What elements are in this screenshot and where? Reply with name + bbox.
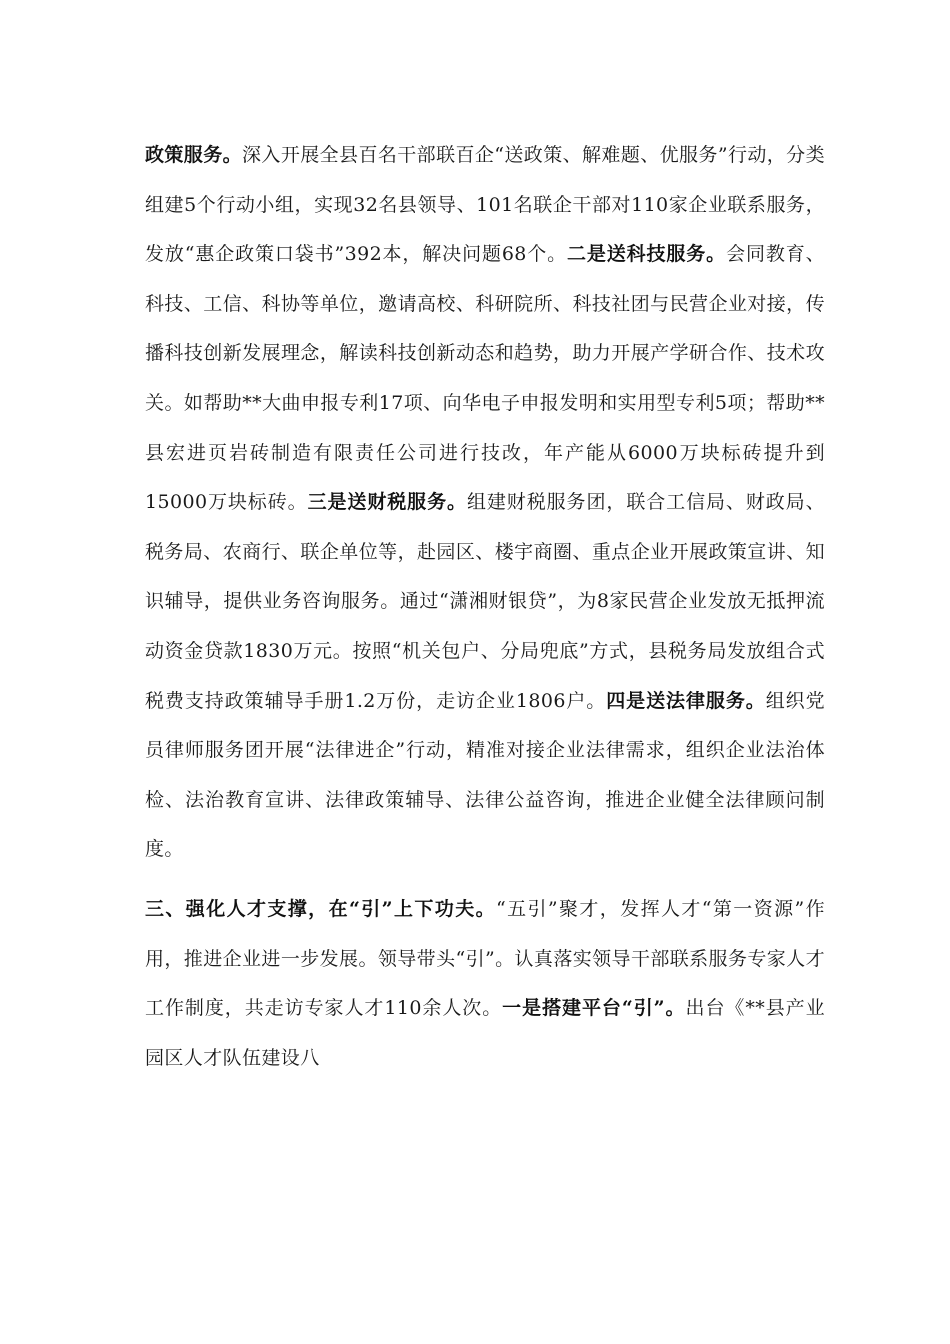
document-page — [145, 131, 825, 1083]
body-text: 会同教育、科技、工信、科协等单位，邀请高校、科研院所、科技社团与民营企业对接，传播科技创新发展理念，解读科技创新动态和趋势，助力开展产学研合作、技术攻关。如帮助**大曲申报专利17项、向华电子申报发明和实用型专利5项；帮助**县宏进页岩砖制造有限责任公司进行技改，年产能从6000万块标砖提升到15000万块标砖。 — [145, 243, 825, 514]
body-text: 组织党员律师服务团开展“法律进企”行动，精准对接企业法律需求，组织企业法治体检、法治教育宣讲、法律政策辅导、法律公益咨询，推进企业健全法律顾问制度。 — [145, 689, 826, 861]
heading-policy-service: 政策服务。 — [145, 144, 243, 166]
heading-tech-service: 二是送科技服务。 — [567, 243, 727, 266]
heading-platform-attract: 一是搭建平台“引”。 — [502, 997, 686, 1020]
paragraph-talent-support — [145, 885, 825, 1083]
section-heading-talent: 三、强化人才支撑，在“引”上下功夫。 — [145, 897, 496, 920]
heading-finance-tax-service: 三是送财税服务。 — [307, 491, 467, 514]
body-text: 深入开展全县百名干部联百企“送政策、解难题、优服务”行动，分类组建5个行动小组，实现32名县领导、101名联企干部对110家企业联系服务，发放“惠企政策口袋书”392本，解决问题68个。 — [145, 144, 825, 266]
body-text: 出台《**县产业园区人才队伍建设八 — [145, 997, 826, 1069]
body-text: “五引”聚才，发挥人才“第一资源”作用，推进企业进一步发展。领导带头“引”。认真落实领导干部联系服务专家人才工作制度，共走访专家人才110余人次。 — [145, 897, 825, 1020]
heading-legal-service: 四是送法律服务。 — [606, 689, 766, 712]
paragraph-services — [145, 131, 825, 875]
body-text: 组建财税服务团，联合工信局、财政局、税务局、农商行、联企单位等，赴园区、楼宇商圈、重点企业开展政策宣讲、知识辅导，提供业务咨询服务。通过“潇湘财银贷”，为8家民营企业发放无抵押流动资金贷款1830万元。按照“机关包户、分局兜底”方式，县税务局发放组合式税费支持政策辅导手册1.2万份，走访企业1806户。 — [145, 491, 826, 712]
